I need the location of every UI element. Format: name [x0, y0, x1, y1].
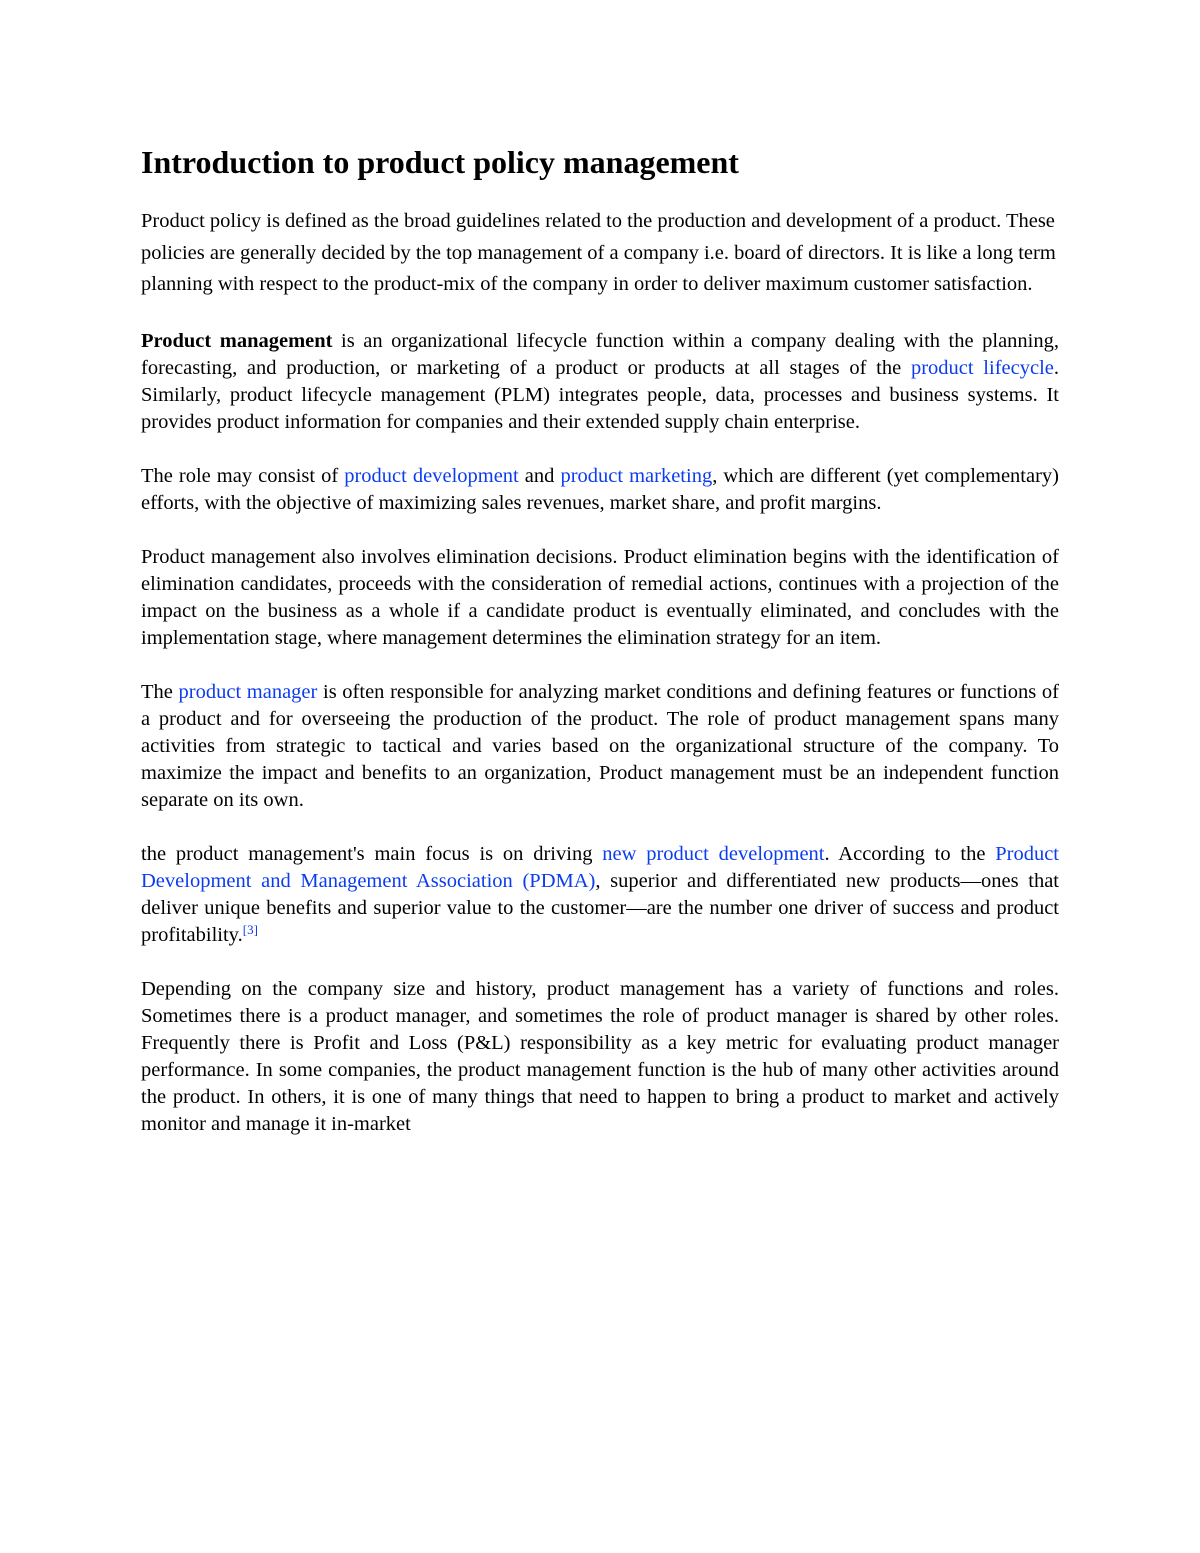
paragraph-product-policy: Product policy is defined as the broad guidelines related to the production and development of a product. These policies are generally decided by the top management of a company i.e. board of directors. It is like a long term planning with respect to the product-mix of the company in order to deliver maximum customer satisfaction.: [141, 210, 1056, 295]
paragraph-product-management: [141, 328, 1059, 436]
link-pdma[interactable]: Product Development and Management Association (PDMA): [141, 842, 1059, 892]
link-product-manager[interactable]: product manager: [178, 680, 318, 703]
text-span: the product management's main focus is on driving: [141, 842, 603, 865]
reference-citation[interactable]: [3]: [242, 921, 258, 937]
text-span: , superior and differentiated new products—ones that deliver unique benefits and superior value to the customer—are the number one driver of success and product profitability.: [141, 869, 1059, 946]
page-title: Introduction to product policy management: [141, 144, 739, 180]
text-span: is often responsible for analyzing market conditions and defining features or functions of a product and for overseeing the production of the product. The role of product management spans many activities from strategic to tactical and varies based on the organizational structure of the company. To maximize the impact and benefits to an organization, Product management must be an independent function separate on its own.: [141, 680, 1059, 811]
paragraph-product-manager: [141, 679, 1059, 814]
text-span: The: [141, 680, 179, 703]
link-product-marketing[interactable]: product marketing: [560, 464, 713, 487]
text-span: . According to the: [824, 842, 996, 865]
paragraph-role: [141, 463, 1059, 517]
text-span: is an organizational lifecycle function within a company dealing with the planning, forecasting, and production, or marketing of a product or products at all stages of the: [141, 329, 1059, 379]
text-span: , which are different (yet complementary) efforts, with the objective of maximizing sales revenues, market share, and profit margins.: [141, 464, 1060, 514]
paragraph-company-size: Depending on the company size and history, product management has a variety of functions and roles. Sometimes there is a product manager, and sometimes the role of product manager is shared by other roles. Frequently there is Profit and Loss (P&L) responsibility as a key metric for evaluating product manager performance. In some companies, the product management function is the hub of many other activities around the product. In others, it is one of many things that need to happen to bring a product to market and actively monitor and manage it in-market: [141, 977, 1059, 1135]
paragraph-elimination: Product management also involves elimination decisions. Product elimination begins with the identification of elimination candidates, proceeds with the consideration of remedial actions, continues with a projection of the impact on the business as a whole if a candidate product is eventually eliminated, and concludes with the implementation stage, where management determines the elimination strategy for an item.: [141, 545, 1059, 649]
link-product-development[interactable]: product development: [344, 464, 519, 487]
paragraph-main-focus: [141, 841, 1059, 949]
document-page: [141, 140, 1059, 1165]
text-span: The role may consist of: [141, 464, 345, 487]
link-product-lifecycle[interactable]: product lifecycle: [910, 356, 1054, 379]
link-new-product-development[interactable]: new product development: [602, 842, 825, 865]
text-span: and: [518, 464, 561, 487]
text-span: . Similarly, product lifecycle management (PLM) integrates people, data, processes and business systems. It provides product information for companies and their extended supply chain enterprise.: [141, 356, 1059, 433]
bold-term-product-management: Product management: [141, 329, 333, 352]
